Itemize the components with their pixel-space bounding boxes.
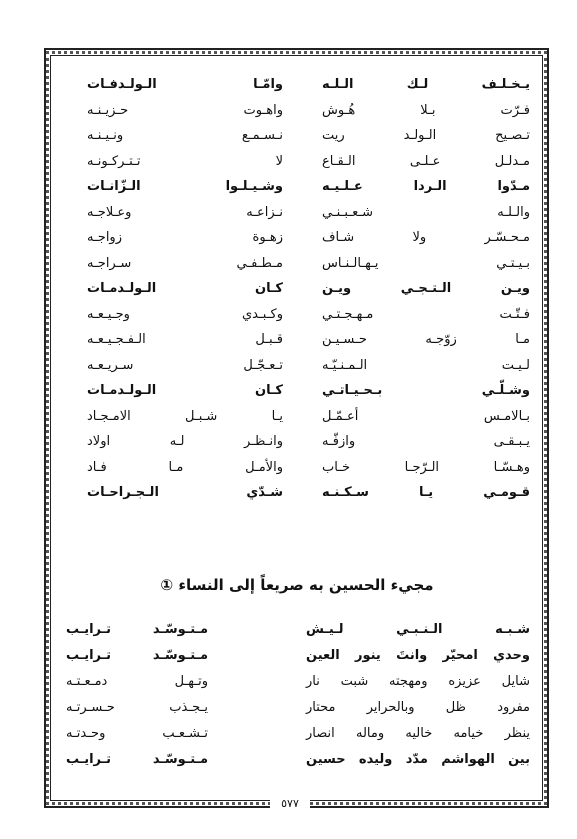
verse-first-hemistich: شـبـه الـنـبـي لـيـش <box>306 622 530 637</box>
verse-second-hemistich: مـتـوسّـد تـرايـب <box>66 648 208 663</box>
verse-second-hemistich: وانـظـر لـه اولاد <box>87 434 283 449</box>
poem-page <box>56 72 538 794</box>
verse-second-hemistich: وكـبـدي وجـيـعـه <box>87 306 283 322</box>
verse-row <box>56 72 538 98</box>
verse-first-hemistich: مـا زوّجـه حـسـيـن <box>322 332 530 347</box>
verse-second-hemistich: يـا شـبـل الامـجـاد <box>87 408 283 424</box>
verse-second-hemistich: شـدّي الـجـراحـات <box>87 485 283 500</box>
verse-row <box>56 200 538 226</box>
verse-second-hemistich: تـشـعـب وحـدتـه <box>66 726 208 741</box>
verse-first-hemistich: وحدي امحيّر وانتَ ينور العين <box>306 648 530 663</box>
verse-second-hemistich: زهـوة زواجـه <box>87 230 283 245</box>
verse-row <box>56 98 538 124</box>
verse-first-hemistich: ويـن الـتـجـي ويـن <box>322 281 530 296</box>
verse-first-hemistich: وهـسّـا الـرّجـا خـاب <box>322 459 530 475</box>
verse-first-hemistich: لـيـت الـمـنـيّـه <box>322 357 530 373</box>
verse-first-hemistich: والـلـه شـعـبـنـي <box>322 204 530 220</box>
verse-row <box>56 225 538 251</box>
verse-second-hemistich: وشـيـلـوا الـزّانـات <box>87 179 283 194</box>
poem-verses <box>56 72 538 506</box>
verse-first-hemistich: تـصـيح الـولـد ريت <box>322 128 530 143</box>
verse-row <box>56 404 538 430</box>
verse-second-hemistich: نـزاعـه وعـلاجـه <box>87 204 283 220</box>
verse-row <box>56 149 538 175</box>
verse-first-hemistich: شايل عزيزه ومهجته شبت نار <box>306 674 530 689</box>
verse-row <box>56 353 538 379</box>
verse-second-hemistich: مـتـوسّـد تـرايـب <box>66 752 208 767</box>
verse-second-hemistich: والأمـل مـا فـاد <box>87 459 283 475</box>
verse-second-hemistich: وتـهـل دمـعـتـه <box>66 674 208 689</box>
verse-second-hemistich: وامّـا الـولـدفـات <box>87 77 283 92</box>
verse-first-hemistich: مـدلـل عـلـى الـقـاع <box>322 153 530 169</box>
verse-row <box>56 721 538 747</box>
verse-row <box>56 251 538 277</box>
verse-first-hemistich: بين الهواشم مدّد وليده حسين <box>306 752 530 767</box>
verse-row <box>56 669 538 695</box>
verse-row <box>56 327 538 353</box>
verse-row <box>56 455 538 481</box>
verse-row <box>56 643 538 669</box>
poem-verses-second <box>56 617 538 773</box>
verse-second-hemistich: كـان الـولـدمـات <box>87 383 283 398</box>
verse-second-hemistich: لا تـتـركـونـه <box>87 153 283 169</box>
verse-second-hemistich: كـان الـولـدمـات <box>87 281 283 296</box>
verse-first-hemistich: قـومـي يـا سـكـنـه <box>322 485 530 500</box>
verse-row <box>56 123 538 149</box>
verse-first-hemistich: فـرّت بـلا هُـوش <box>322 102 530 118</box>
section-title: مجيء الحسين به صريعاً إلى النساء ① <box>160 576 434 594</box>
verse-second-hemistich: قـبـل الـفـجـيـعـه <box>87 332 283 347</box>
verse-first-hemistich: مـدّوا الـردا عـلـيـه <box>322 179 530 194</box>
verse-second-hemistich: واهـوت حـزيـنـه <box>87 102 283 118</box>
verse-first-hemistich: بـيـتـي يـهـالـنـاس <box>322 255 530 271</box>
verse-second-hemistich: يـجـذب حـسـرتـه <box>66 700 208 715</box>
verse-row <box>56 747 538 773</box>
verse-row <box>56 378 538 404</box>
verse-first-hemistich: يـخـلـف لـك الـلـه <box>322 77 530 92</box>
verse-row <box>56 480 538 506</box>
verse-first-hemistich: وشـلّـي بـحـيـاتـي <box>322 383 530 398</box>
page-number: ٥٧٧ <box>270 797 310 811</box>
verse-first-hemistich: بـالامـس أعـمّـل <box>322 408 530 424</box>
verse-first-hemistich: مفرود ظل وبالحراير محتار <box>306 700 530 715</box>
verse-second-hemistich: نـسـمـع ونـيـنـه <box>87 128 283 143</box>
verse-row <box>56 617 538 643</box>
verse-row <box>56 174 538 200</box>
verse-row <box>56 695 538 721</box>
verse-row <box>56 276 538 302</box>
verse-row <box>56 302 538 328</box>
verse-second-hemistich: مـطـفـي سـراجـه <box>87 255 283 271</box>
verse-row <box>56 429 538 455</box>
verse-second-hemistich: تـعـجّـل سـريـعـه <box>87 357 283 373</box>
verse-first-hemistich: ينظر خيامه خاليه وماله انصار <box>306 726 530 741</box>
verse-first-hemistich: فـتّـت مـهـجـتـي <box>322 306 530 322</box>
verse-second-hemistich: مـتـوسّـد تـرايـب <box>66 622 208 637</box>
verse-first-hemistich: مـحـسّـر ولا شـاف <box>322 230 530 245</box>
verse-first-hemistich: يـبـقـى وازفّـه <box>322 434 530 449</box>
